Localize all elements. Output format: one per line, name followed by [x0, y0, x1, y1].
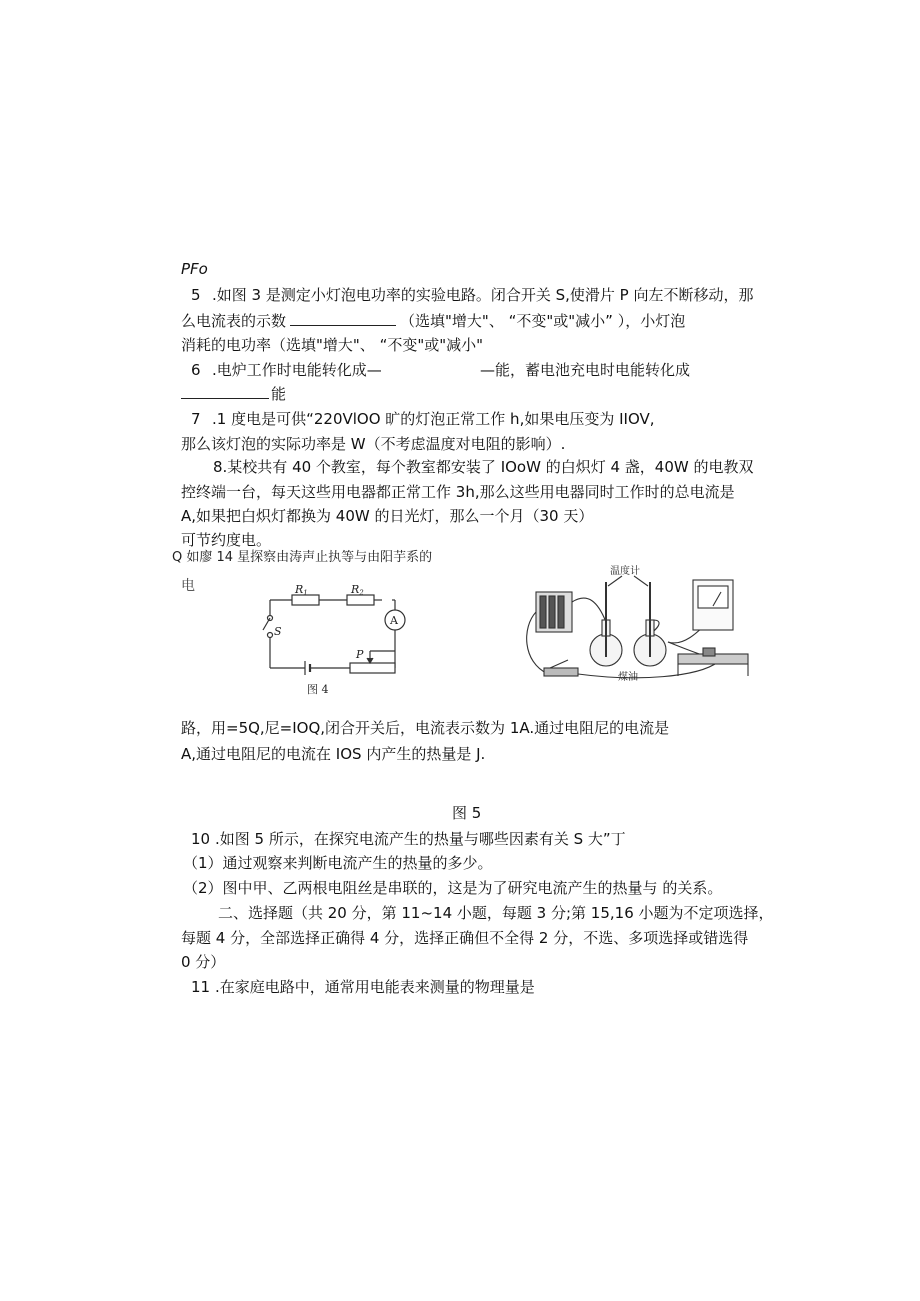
q11-number: 11 [191, 978, 211, 996]
q11-line1: .在家庭电路中，通常用电能表来测量的物理量是 [215, 978, 535, 996]
figure-5-apparatus [518, 562, 758, 687]
q5-line1: .如图 3 是测定小灯泡电功率的实验电路。闭合开关 S,使滑片 P 向左不断移动，那 [212, 286, 754, 304]
figure-4-circuit [255, 585, 430, 700]
q10-number: 10 [191, 830, 211, 848]
q10-sub2: （2）图中甲、乙两根电阻丝是串联的，这是为了研究电流产生的热量与 的关系。 [183, 879, 723, 897]
q5-line2-a: 么电流表的示数 [181, 312, 287, 330]
q5-line3: 消耗的电功率（选填"增大"、 “不变"或"减小" [181, 336, 484, 354]
q10-line1: .如图 5 所示，在探究电流产生的热量与哪些因素有关 S 大”丁 [215, 830, 626, 848]
fig5-kerosene-label: 煤油 [618, 672, 638, 683]
q9-line2: A,通过电阻尼的电流在 IOS 内产生的热量是 J. [181, 745, 486, 763]
q9-line1: 路，用=5Q,尼=IOQ,闭合开关后，电流表示数为 1A.通过电阻尼的电流是 [181, 719, 670, 737]
fig4-switch-label: S [274, 625, 282, 638]
q8-line1: 8.某校共有 40 个教室，每个教室都安装了 IOoW 的白炽灯 4 盏，40W 的电教双 [213, 458, 754, 476]
fig5-thermometer-label: 温度计 [610, 566, 640, 577]
q6-line2-text: 能 [271, 385, 287, 403]
q9-garbled-header: Q 如廖 14 星探察由涛声止执等与由阳芋系的 [172, 550, 433, 565]
fig4-r2-label: R2 [351, 585, 364, 597]
fig4-r1-label: R1 [295, 585, 308, 597]
q9-partial-char: 电 [181, 578, 195, 594]
q8-line3: A,如果把白炽灯都换为 40W 的日光灯，那么一个月（30 天） [181, 507, 594, 525]
q6-number: 6 [191, 361, 201, 379]
q7-line1: .1 度电是可供“220VlOO 旷的灯泡正常工作 h,如果电压变为 IIOV, [212, 410, 655, 428]
section2-line1: 二、选择题（共 20 分，第 11~14 小题，每题 3 分;第 15,16 小题为不定项选择， [218, 904, 774, 922]
q5-number: 5 [191, 286, 201, 304]
q10-sub1: （1）通过观察来判断电流产生的热量的多少。 [183, 854, 493, 872]
fig4-ammeter-label: A [390, 614, 398, 627]
figure-5-caption: 图 5 [452, 804, 482, 822]
q8-line2: 控终端一台，每天这些用电器都正常工作 3h,那么这些用电器同时工作时的总电流是 [181, 483, 735, 501]
q5-blank-1 [290, 311, 396, 326]
figure-4-caption: 图 4 [307, 683, 329, 696]
fig4-slider-label: P [356, 648, 364, 661]
q6-line2 [181, 384, 286, 404]
q5-line2-b: （选填"增大"、 “不变"或"减小” ），小灯泡 [400, 312, 686, 330]
q6-blank-2 [181, 384, 269, 399]
q7-number: 7 [191, 410, 201, 428]
q8-line4: 可节约度电。 [181, 531, 272, 549]
section2-line3: 0 分） [181, 953, 226, 971]
q7-line2: 那么该灯泡的实际功率是 W（不考虑温度对电阻的影响）. [181, 435, 566, 453]
q5-line2 [181, 311, 685, 331]
q6-line1-a: .电炉工作时电能转化成— [212, 361, 382, 379]
q6-line1-b: —能，蓄电池充电时电能转化成 [480, 361, 691, 379]
section2-line2: 每题 4 分，全部选择正确得 4 分，选择正确但不全得 2 分，不选、多项选择或错选得 [181, 929, 749, 947]
fragment-pfo: PFo [181, 260, 208, 278]
